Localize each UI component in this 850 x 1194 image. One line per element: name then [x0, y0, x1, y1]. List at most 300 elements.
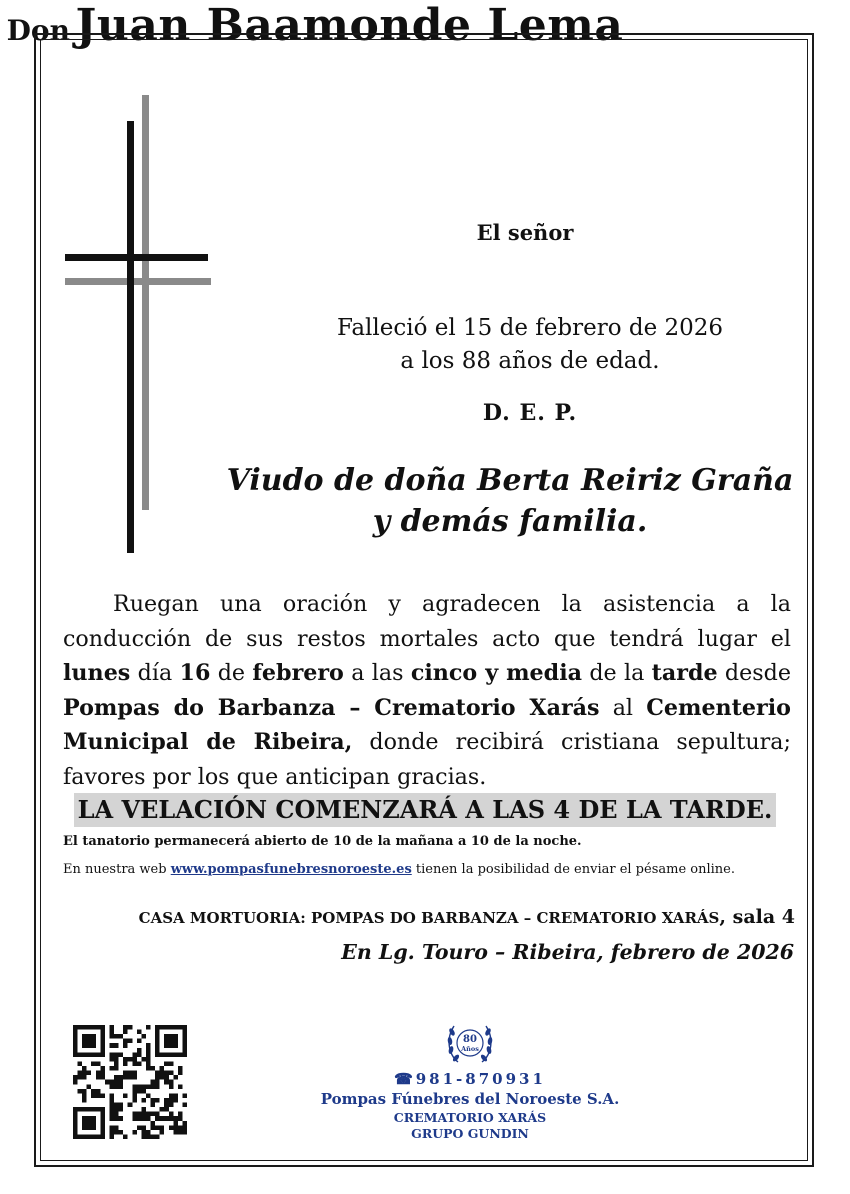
qr-module: [91, 1107, 96, 1112]
qr-module: [146, 1043, 151, 1048]
qr-module: [173, 1075, 178, 1080]
qr-module: [141, 1134, 146, 1139]
qr-module: [91, 1093, 96, 1098]
body-day-name: lunes: [63, 660, 131, 686]
qr-module: [87, 1043, 92, 1048]
qr-module: [114, 1107, 119, 1112]
qr-module: [114, 1034, 119, 1039]
qr-module: [91, 1039, 96, 1044]
qr-module: [155, 1112, 160, 1117]
qr-module: [114, 1075, 119, 1080]
cross-black-vertical: [127, 121, 134, 553]
qr-module: [82, 1107, 87, 1112]
announcement-body: [63, 587, 791, 794]
qr-module: [169, 1112, 174, 1117]
qr-module: [100, 1130, 105, 1135]
emblem-number: 80: [463, 1034, 477, 1045]
qr-module: [169, 1116, 174, 1121]
qr-module: [155, 1039, 160, 1044]
qr-module: [178, 1084, 183, 1089]
web-prefix: En nuestra web: [63, 862, 171, 877]
qr-module: [78, 1061, 83, 1066]
qr-module: [73, 1039, 78, 1044]
qr-module: [87, 1107, 92, 1112]
qr-module: [114, 1112, 119, 1117]
qr-module: [151, 1080, 156, 1085]
qr-module: [169, 1052, 174, 1057]
qr-module: [114, 1052, 119, 1057]
body-text-4: a las: [343, 660, 411, 686]
qr-module: [132, 1084, 137, 1089]
qr-module: [87, 1071, 92, 1076]
qr-module: [169, 1039, 174, 1044]
qr-module: [82, 1071, 87, 1076]
qr-module: [87, 1084, 92, 1089]
qr-module: [164, 1025, 169, 1030]
qr-module: [151, 1112, 156, 1117]
qr-code-icon[interactable]: [73, 1025, 187, 1139]
qr-module: [87, 1052, 92, 1057]
qr-module: [178, 1071, 183, 1076]
qr-module: [151, 1125, 156, 1130]
qr-module: [100, 1030, 105, 1035]
qr-module: [146, 1084, 151, 1089]
qr-module: [141, 1112, 146, 1117]
death-age: a los 88 años de edad.: [400, 348, 660, 374]
qr-module: [164, 1043, 169, 1048]
qr-module: [73, 1025, 78, 1030]
qr-module: [137, 1030, 142, 1035]
qr-module: [164, 1098, 169, 1103]
qr-module: [119, 1052, 124, 1057]
qr-module: [114, 1043, 119, 1048]
qr-module: [164, 1061, 169, 1066]
company-crematorio: CREMATORIO XARÁS: [393, 1110, 547, 1125]
qr-module: [91, 1089, 96, 1094]
qr-module: [146, 1052, 151, 1057]
qr-module: [114, 1084, 119, 1089]
qr-module: [160, 1075, 165, 1080]
qr-module: [146, 1057, 151, 1062]
qr-module: [114, 1066, 119, 1071]
qr-module: [82, 1075, 87, 1080]
qr-module: [164, 1071, 169, 1076]
qr-module: [123, 1030, 128, 1035]
qr-module: [96, 1071, 101, 1076]
qr-module: [155, 1080, 160, 1085]
phone-line: [320, 1070, 620, 1088]
company-block: [320, 1014, 620, 1141]
qr-module: [100, 1043, 105, 1048]
qr-module: [109, 1043, 114, 1048]
qr-module: [109, 1030, 114, 1035]
qr-module: [100, 1075, 105, 1080]
death-date: Falleció el 15 de febrero de 2026: [336, 315, 724, 341]
qr-module: [91, 1052, 96, 1057]
qr-module: [146, 1116, 151, 1121]
qr-module: [132, 1093, 137, 1098]
body-destination: Cementerio Municipal de Ribeira,: [63, 694, 791, 755]
qr-module: [82, 1025, 87, 1030]
qr-module: [178, 1066, 183, 1071]
qr-module: [164, 1039, 169, 1044]
qr-module: [169, 1034, 174, 1039]
qr-module: [96, 1025, 101, 1030]
family-block: [180, 460, 840, 542]
qr-module: [119, 1130, 124, 1135]
qr-module: [91, 1121, 96, 1126]
qr-module: [96, 1093, 101, 1098]
web-suffix: tienen la posibilidad de enviar el pésame online.: [411, 862, 735, 877]
qr-module: [141, 1098, 146, 1103]
qr-module: [109, 1066, 114, 1071]
qr-module: [169, 1061, 174, 1066]
qr-module: [151, 1134, 156, 1139]
qr-module: [78, 1075, 83, 1080]
qr-module: [82, 1134, 87, 1139]
qr-module: [73, 1075, 78, 1080]
qr-module: [100, 1071, 105, 1076]
qr-module: [96, 1061, 101, 1066]
qr-module: [182, 1039, 187, 1044]
qr-module: [87, 1134, 92, 1139]
qr-module: [78, 1089, 83, 1094]
qr-module: [160, 1107, 165, 1112]
body-text-1: Ruegan una oración y agradecen la asistencia a la conducción de sus restos mortales acto que tendrá lugar el: [63, 591, 791, 652]
qr-module: [73, 1080, 78, 1085]
qr-module: [169, 1080, 174, 1085]
qr-module: [137, 1112, 142, 1117]
qr-module: [169, 1084, 174, 1089]
qr-module: [132, 1052, 137, 1057]
web-notice: [63, 862, 735, 877]
qr-module: [78, 1025, 83, 1030]
qr-module: [178, 1025, 183, 1030]
company-name: Pompas Fúnebres del Noroeste S.A.: [320, 1090, 620, 1108]
qr-module: [96, 1089, 101, 1094]
qr-module: [109, 1084, 114, 1089]
qr-module: [137, 1048, 142, 1053]
qr-module: [164, 1103, 169, 1108]
body-day-number: 16: [179, 660, 211, 686]
qr-module: [146, 1130, 151, 1135]
family-line-2: y demás familia.: [372, 504, 648, 539]
qr-module: [100, 1125, 105, 1130]
body-period: tarde: [651, 660, 718, 686]
qr-module: [132, 1130, 137, 1135]
qr-module: [73, 1048, 78, 1053]
qr-module: [96, 1134, 101, 1139]
qr-module: [109, 1057, 114, 1062]
qr-module: [109, 1025, 114, 1030]
qr-module: [91, 1034, 96, 1039]
qr-module: [87, 1025, 92, 1030]
qr-module: [87, 1039, 92, 1044]
qr-module: [82, 1039, 87, 1044]
qr-module: [146, 1093, 151, 1098]
qr-module: [146, 1048, 151, 1053]
qr-module: [96, 1052, 101, 1057]
qr-module: [182, 1025, 187, 1030]
qr-module: [100, 1066, 105, 1071]
qr-module: [109, 1125, 114, 1130]
qr-module: [119, 1084, 124, 1089]
qr-module: [82, 1089, 87, 1094]
qr-module: [119, 1116, 124, 1121]
qr-module: [146, 1112, 151, 1117]
qr-module: [169, 1103, 174, 1108]
casa-mortuoria: [139, 906, 795, 928]
family-line-1: Viudo de doña Berta Reiriz Graña: [226, 463, 794, 498]
qr-module: [178, 1116, 183, 1121]
qr-module: [109, 1134, 114, 1139]
body-text-7: al: [599, 694, 647, 721]
anniversary-emblem-icon: [440, 1014, 500, 1070]
qr-module: [182, 1052, 187, 1057]
qr-module: [173, 1093, 178, 1098]
qr-module: [137, 1061, 142, 1066]
qr-module: [109, 1098, 114, 1103]
qr-module: [141, 1084, 146, 1089]
body-text-2: día: [130, 660, 180, 686]
qr-module: [155, 1025, 160, 1030]
qr-module: [137, 1116, 142, 1121]
qr-module: [100, 1093, 105, 1098]
qr-module: [151, 1121, 156, 1126]
qr-module: [173, 1043, 178, 1048]
qr-module: [173, 1125, 178, 1130]
body-text-6: desde: [717, 660, 791, 686]
qr-module: [78, 1071, 83, 1076]
qr-module: [160, 1125, 165, 1130]
qr-module: [141, 1130, 146, 1135]
qr-module: [155, 1125, 160, 1130]
qr-module: [137, 1084, 142, 1089]
emblem-word: Años: [461, 1045, 479, 1053]
qr-module: [91, 1025, 96, 1030]
qr-module: [100, 1121, 105, 1126]
qr-module: [123, 1039, 128, 1044]
qr-module: [119, 1034, 124, 1039]
qr-module: [123, 1071, 128, 1076]
qr-module: [82, 1034, 87, 1039]
qr-module: [155, 1043, 160, 1048]
qr-module: [100, 1134, 105, 1139]
qr-module: [73, 1043, 78, 1048]
qr-module: [141, 1125, 146, 1130]
qr-module: [137, 1039, 142, 1044]
qr-module: [141, 1107, 146, 1112]
dep-label: D. E. P.: [482, 400, 578, 426]
full-name: Juan Baamonde Lema: [75, 0, 624, 51]
velacion-banner: [65, 793, 785, 827]
qr-module: [82, 1066, 87, 1071]
qr-module: [137, 1052, 142, 1057]
qr-module: [119, 1075, 124, 1080]
phone-number[interactable]: 981-870931: [415, 1070, 546, 1088]
qr-module: [82, 1098, 87, 1103]
qr-module: [100, 1112, 105, 1117]
qr-module: [123, 1075, 128, 1080]
qr-module: [160, 1025, 165, 1030]
qr-module: [141, 1034, 146, 1039]
qr-module: [164, 1116, 169, 1121]
qr-module: [91, 1116, 96, 1121]
qr-module: [100, 1116, 105, 1121]
qr-module: [73, 1116, 78, 1121]
qr-module: [173, 1034, 178, 1039]
qr-module: [173, 1116, 178, 1121]
qr-module: [132, 1098, 137, 1103]
qr-module: [119, 1107, 124, 1112]
qr-module: [87, 1121, 92, 1126]
title-prefix: El señor: [476, 220, 574, 245]
qr-module: [155, 1030, 160, 1035]
qr-module: [182, 1048, 187, 1053]
qr-module: [178, 1052, 183, 1057]
qr-module: [132, 1061, 137, 1066]
qr-module: [109, 1130, 114, 1135]
qr-module: [128, 1039, 133, 1044]
qr-module: [182, 1043, 187, 1048]
qr-module: [164, 1107, 169, 1112]
qr-module: [151, 1098, 156, 1103]
body-origin: Pompas do Barbanza – Crematorio Xarás: [63, 694, 600, 721]
qr-module: [173, 1130, 178, 1135]
cross-black-horizontal: [65, 254, 208, 261]
qr-module: [141, 1089, 146, 1094]
qr-module: [178, 1130, 183, 1135]
qr-module: [155, 1098, 160, 1103]
qr-module: [146, 1061, 151, 1066]
qr-module: [173, 1121, 178, 1126]
qr-module: [173, 1025, 178, 1030]
body-text-8: donde recibirá cristiana sepultura; favores por los que anticipan gracias.: [63, 729, 791, 790]
qr-module: [151, 1084, 156, 1089]
qr-module: [169, 1025, 174, 1030]
qr-module: [146, 1066, 151, 1071]
qr-module: [182, 1030, 187, 1035]
qr-module: [82, 1043, 87, 1048]
qr-module: [151, 1066, 156, 1071]
qr-module: [100, 1039, 105, 1044]
qr-module: [151, 1103, 156, 1108]
qr-module: [109, 1034, 114, 1039]
qr-module: [128, 1025, 133, 1030]
qr-module: [114, 1080, 119, 1085]
qr-module: [123, 1057, 128, 1062]
velacion-text: LA VELACIÓN COMENZARÁ A LAS 4 DE LA TARDE.: [74, 793, 777, 827]
qr-module: [96, 1075, 101, 1080]
qr-module: [109, 1103, 114, 1108]
qr-module: [109, 1116, 114, 1121]
qr-module: [182, 1125, 187, 1130]
qr-module: [114, 1116, 119, 1121]
qr-module: [164, 1080, 169, 1085]
qr-module: [73, 1134, 78, 1139]
qr-module: [109, 1052, 114, 1057]
qr-module: [105, 1080, 110, 1085]
qr-module: [128, 1075, 133, 1080]
company-group: GRUPO GUNDIN: [411, 1126, 529, 1141]
qr-module: [100, 1025, 105, 1030]
qr-module: [123, 1025, 128, 1030]
qr-module: [182, 1093, 187, 1098]
qr-module: [132, 1071, 137, 1076]
body-text-5: de la: [582, 660, 652, 686]
qr-module: [164, 1034, 169, 1039]
qr-module: [164, 1052, 169, 1057]
qr-module: [73, 1130, 78, 1135]
qr-module: [73, 1030, 78, 1035]
body-month: febrero: [252, 660, 344, 686]
qr-module: [109, 1080, 114, 1085]
qr-module: [155, 1084, 160, 1089]
qr-module: [160, 1052, 165, 1057]
qr-module: [119, 1103, 124, 1108]
qr-module: [128, 1071, 133, 1076]
phone-icon: ☎: [394, 1070, 416, 1088]
qr-module: [173, 1052, 178, 1057]
qr-module: [160, 1071, 165, 1076]
qr-module: [91, 1125, 96, 1130]
qr-module: [169, 1093, 174, 1098]
qr-module: [155, 1116, 160, 1121]
casa-label: CASA MORTUORIA: POMPAS DO BARBANZA – CREMATORIO XARÁS: [138, 909, 720, 927]
qr-module: [173, 1098, 178, 1103]
qr-module: [182, 1034, 187, 1039]
qr-module: [132, 1112, 137, 1117]
qr-module: [123, 1061, 128, 1066]
qr-module: [155, 1034, 160, 1039]
tanatorio-hours: El tanatorio permanecerá abierto de 10 de la mañana a 10 de la noche.: [63, 834, 582, 849]
qr-module: [73, 1125, 78, 1130]
qr-module: [123, 1134, 128, 1139]
qr-module: [82, 1125, 87, 1130]
qr-module: [100, 1052, 105, 1057]
qr-module: [132, 1116, 137, 1121]
qr-module: [137, 1089, 142, 1094]
qr-module: [91, 1043, 96, 1048]
qr-module: [114, 1130, 119, 1135]
qr-module: [146, 1134, 151, 1139]
honorific: Don: [6, 14, 70, 47]
qr-module: [160, 1066, 165, 1071]
qr-module: [182, 1121, 187, 1126]
cross-grey-vertical: [142, 95, 149, 510]
website-link[interactable]: www.pompasfunebresnoroeste.es: [170, 862, 412, 877]
qr-module: [173, 1039, 178, 1044]
qr-module: [123, 1043, 128, 1048]
qr-module: [146, 1025, 151, 1030]
qr-module: [132, 1057, 137, 1062]
qr-module: [155, 1075, 160, 1080]
qr-module: [82, 1121, 87, 1126]
qr-module: [119, 1080, 124, 1085]
qr-module: [73, 1052, 78, 1057]
qr-module: [87, 1116, 92, 1121]
qr-module: [114, 1061, 119, 1066]
qr-module: [114, 1057, 119, 1062]
qr-module: [82, 1093, 87, 1098]
qr-module: [132, 1075, 137, 1080]
qr-module: [155, 1048, 160, 1053]
qr-module: [182, 1103, 187, 1108]
qr-module: [164, 1075, 169, 1080]
death-info: [300, 312, 760, 378]
qr-module: [155, 1134, 160, 1139]
qr-module: [82, 1052, 87, 1057]
